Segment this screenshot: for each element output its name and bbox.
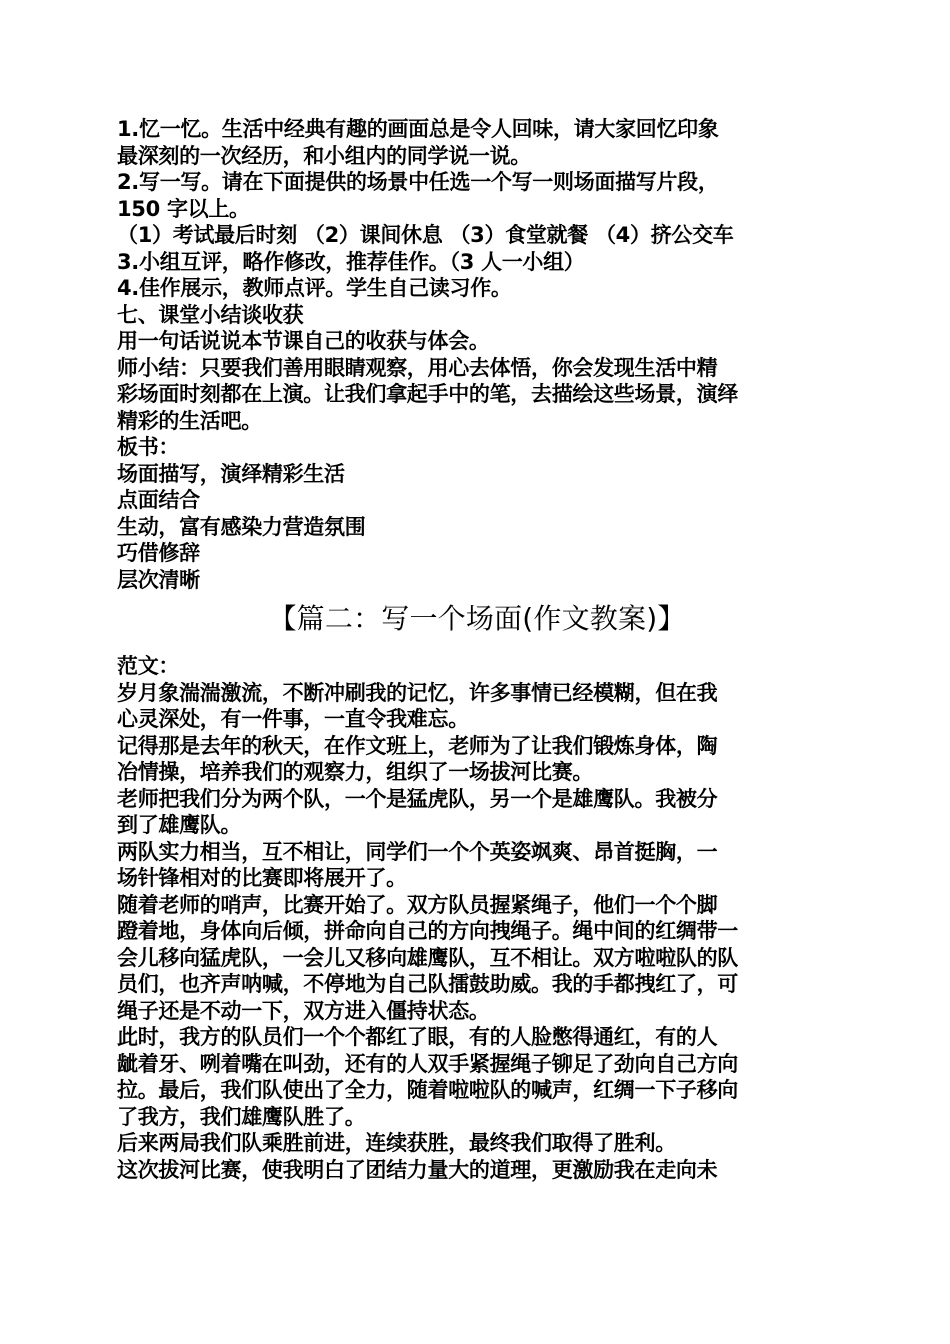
text-line: 生动，富有感染力营造氛围 — [117, 514, 366, 539]
essay-line: 拉。最后，我们队使出了全力，随着啦啦队的喊声，红绸一下子移向 — [117, 1078, 738, 1102]
text-line: 1.忆一忆。生活中经典有趣的画面总是令人回味，请大家回忆印象 — [117, 117, 719, 141]
essay-line: 岁月象湍湍激流，不断冲刷我的记忆，许多事情已经模糊，但在我 — [117, 680, 718, 705]
text-line: 最深刻的一次经历，和小组内的同学说一说。 — [117, 143, 531, 168]
text-line: 师小结：只要我们善用眼睛观察，用心去体悟，你会发现生活中精 — [117, 355, 718, 380]
text-line: 场面描写，演绎精彩生活 — [117, 461, 345, 486]
text-line: 150 字以上。 — [117, 196, 250, 221]
essay-line: 会儿移向猛虎队，一会儿又移向雄鹰队，互不相让。双方啦啦队的队 — [117, 945, 738, 970]
essay-line: 记得那是去年的秋天，在作文班上，老师为了让我们锻炼身体，陶 — [117, 733, 718, 758]
essay-line: 蹬着地，身体向后倾，拼命向自己的方向拽绳子。绳中间的红绸带一 — [117, 919, 738, 943]
text-line: 精彩的生活吧。 — [117, 408, 262, 433]
text-line: 七、课堂小结谈收获 — [117, 302, 304, 327]
essay-line: 两队实力相当，互不相让，同学们一个个英姿飒爽、昂首挺胸，一 — [117, 839, 718, 864]
essay-line: 范文： — [117, 654, 180, 678]
text-line: 彩场面时刻都在上演。让我们拿起手中的笔，去描绘这些场景，演绎 — [117, 382, 738, 406]
essay-line: 此时，我方的队员们一个个都红了眼，有的人脸憋得通红，有的人 — [117, 1025, 718, 1049]
text-line: （1）考试最后时刻 （2）课间休息 （3）食堂就餐 （4）挤公交车 — [117, 223, 734, 247]
essay-line: 绳子还是不动一下，双方进入僵持状态。 — [117, 998, 490, 1023]
essay-line: 冶情操，培养我们的观察力，组织了一场拔河比赛。 — [117, 760, 594, 784]
text-line: 3.小组互评，略作修改，推荐佳作。（3 人一小组） — [117, 249, 585, 274]
text-line: 用一句话说说本节课自己的收获与体会。 — [117, 329, 490, 353]
essay-line: 随着老师的哨声，比赛开始了。双方队员握紧绳子，他们一个个脚 — [117, 892, 718, 917]
essay-line: 员们，也齐声呐喊，不停地为自己队擂鼓助威。我的手都拽红了，可 — [117, 972, 738, 996]
text-line: 层次清晰 — [117, 567, 200, 592]
essay-line: 到了雄鹰队。 — [117, 813, 242, 837]
text-line: 点面结合 — [117, 488, 200, 512]
section-heading: 【篇二：写一个场面(作文教案)】 — [268, 602, 686, 635]
text-line: 板书： — [117, 435, 180, 459]
essay-line: 场针锋相对的比赛即将展开了。 — [117, 866, 407, 890]
essay-line: 心灵深处，有一件事，一直令我难忘。 — [117, 707, 469, 731]
text-line: 4.佳作展示，教师点评。学生自己读习作。 — [117, 276, 512, 300]
essay-line: 后来两局我们队乘胜前进，连续获胜，最终我们取得了胜利。 — [117, 1131, 676, 1155]
essay-line: 了我方，我们雄鹰队胜了。 — [117, 1104, 366, 1129]
essay-line: 这次拔河比赛，使我明白了团结力量大的道理，更激励我在走向未 — [117, 1157, 718, 1182]
essay-line: 老师把我们分为两个队，一个是猛虎队，另一个是雄鹰队。我被分 — [117, 786, 718, 811]
essay-line: 龇着牙、咧着嘴在叫劲，还有的人双手紧握绳子铆足了劲向自己方向 — [117, 1051, 738, 1076]
text-line: 巧借修辞 — [117, 541, 200, 565]
lesson-steps-section — [117, 116, 837, 593]
sample-essay-section — [117, 653, 837, 1183]
document-body — [117, 116, 837, 1183]
text-line: 2.写一写。请在下面提供的场景中任选一个写一则场面描写片段， — [117, 170, 719, 194]
